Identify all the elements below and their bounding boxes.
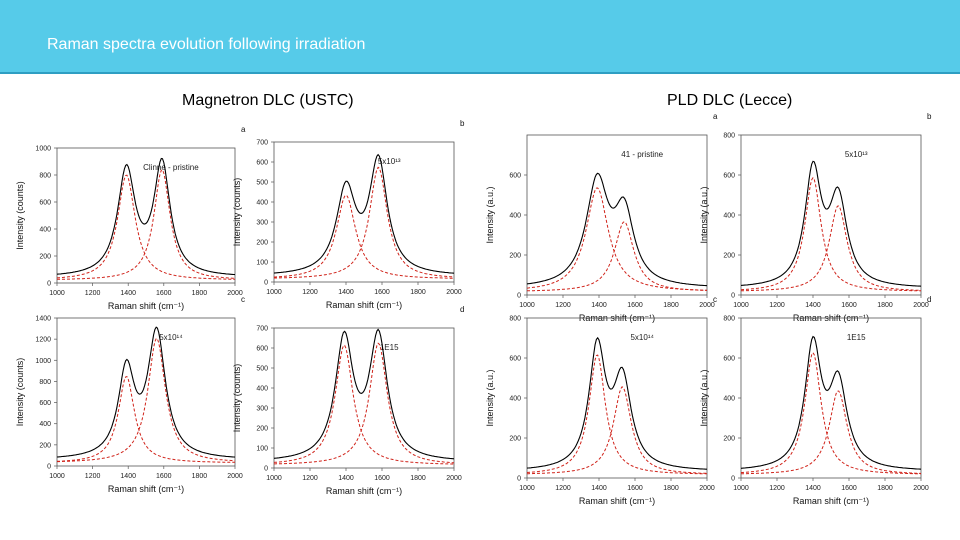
chart-5-panel-letter: a <box>713 112 718 121</box>
chart-2-x-tick-label: 1400 <box>338 289 354 296</box>
chart-4-y-tick-label: 500 <box>256 365 268 373</box>
chart-3-measured-spectrum <box>57 327 235 457</box>
chart-8-y-axis-label: Intensity (a.u.) <box>699 369 709 427</box>
chart-3-plot-frame <box>57 318 235 466</box>
chart-3-y-tick-label: 1400 <box>35 315 51 323</box>
chart-8-x-tick-label: 1200 <box>769 485 785 492</box>
chart-1-x-tick-label: 1200 <box>84 290 101 297</box>
chart-8-y-tick-label: 200 <box>723 435 735 443</box>
chart-1-x-tick-label: 2000 <box>227 290 243 297</box>
chart-2-fit-peak-1 <box>274 195 454 278</box>
chart-6-x-tick-label: 1200 <box>769 302 785 309</box>
chart-4-y-axis-label: Intensity (counts) <box>232 363 242 433</box>
chart-5-x-axis-label: Raman shift (cm⁻¹) <box>578 313 656 323</box>
chart-2-x-tick-label: 1200 <box>302 289 318 296</box>
chart-6-y-tick-label: 400 <box>723 212 735 220</box>
chart-6-annotation: 5x10¹³ <box>844 150 868 159</box>
chart-8-y-tick-label: 800 <box>723 315 735 323</box>
chart-8-fit-peak-2 <box>741 391 921 474</box>
chart-3-y-tick-label: 600 <box>39 400 51 408</box>
chart-7-fit-peak-2 <box>527 387 707 474</box>
chart-2-y-tick-label: 400 <box>256 199 268 207</box>
chart-2-x-axis-label: Raman shift (cm⁻¹) <box>325 300 403 310</box>
chart-7-annotation: 5x10¹⁴ <box>630 333 654 342</box>
chart-4-annotation: 1E15 <box>379 343 399 352</box>
chart-3-x-tick-label: 1000 <box>49 473 65 480</box>
chart-7-x-tick-label: 1800 <box>663 485 679 492</box>
chart-6-y-tick-label: 0 <box>731 292 735 300</box>
chart-5-y-tick-label: 400 <box>509 212 521 220</box>
chart-7-y-tick-label: 200 <box>509 435 521 443</box>
chart-8-fit-peak-1 <box>741 353 921 474</box>
chart-2-annotation: 5x10¹³ <box>377 157 401 166</box>
chart-5-y-axis-label: Intensity (a.u.) <box>485 186 495 244</box>
chart-2-y-tick-label: 0 <box>264 279 268 287</box>
chart-7-measured-spectrum <box>527 338 707 469</box>
chart-4-x-tick-label: 1200 <box>302 475 318 482</box>
chart-1-fit-peak-2 <box>57 170 235 279</box>
chart-1-fit-peak-1 <box>57 175 235 279</box>
chart-1-y-axis-label: Intensity (counts) <box>15 181 25 250</box>
chart-8-x-tick-label: 1000 <box>733 485 749 492</box>
chart-6-x-tick-label: 1600 <box>841 302 857 309</box>
chart-5-y-tick-label: 0 <box>517 292 521 300</box>
chart-2-fit-peak-2 <box>274 167 454 278</box>
chart-2-y-tick-label: 200 <box>256 239 268 247</box>
chart-4-x-tick-label: 2000 <box>446 475 462 482</box>
chart-4-y-tick-label: 400 <box>256 385 268 393</box>
chart-6-x-tick-label: 1800 <box>877 302 893 309</box>
chart-6-x-tick-label: 1000 <box>733 302 749 309</box>
chart-1-panel-letter: a <box>241 125 246 134</box>
chart-8-annotation: 1E15 <box>846 333 866 342</box>
chart-3-y-tick-label: 0 <box>47 463 51 471</box>
chart-7-fit-peak-1 <box>527 355 707 474</box>
chart-7-panel-letter: c <box>713 295 717 304</box>
chart-6-plot-frame <box>741 135 921 295</box>
chart-1-y-tick-label: 600 <box>39 199 51 207</box>
chart-1-annotation: Clinne - pristine <box>143 163 199 172</box>
chart-7-y-tick-label: 400 <box>509 395 521 403</box>
chart-7-y-tick-label: 600 <box>509 355 521 363</box>
chart-3-fit-peak-1 <box>57 377 235 463</box>
chart-4-fit-peak-2 <box>274 343 454 464</box>
right-column-heading: PLD DLC (Lecce) <box>667 92 793 109</box>
chart-4-x-tick-label: 1600 <box>374 475 390 482</box>
chart-2-y-tick-label: 500 <box>256 179 268 187</box>
chart-7-y-tick-label: 800 <box>509 315 521 323</box>
chart-1-y-tick-label: 800 <box>39 172 51 180</box>
chart-5-annotation: 41 - pristine <box>621 150 664 159</box>
chart-3-x-tick-label: 1800 <box>191 473 208 480</box>
chart-8-x-axis-label: Raman shift (cm⁻¹) <box>792 496 870 506</box>
chart-4-x-tick-label: 1400 <box>338 475 354 482</box>
chart-3-x-axis-label: Raman shift (cm⁻¹) <box>107 484 185 494</box>
chart-7-x-tick-label: 1000 <box>519 485 535 492</box>
chart-2-y-tick-label: 300 <box>256 219 268 227</box>
chart-3-x-tick-label: 1600 <box>156 473 172 480</box>
chart-7-y-axis-label: Intensity (a.u.) <box>485 369 495 427</box>
chart-7-x-tick-label: 1200 <box>555 485 571 492</box>
chart-5-fit-peak-2 <box>527 222 707 291</box>
chart-7-plot-frame <box>527 318 707 478</box>
chart-8-x-tick-label: 1400 <box>805 485 821 492</box>
chart-1-y-tick-label: 1000 <box>35 145 51 153</box>
chart-8-y-tick-label: 600 <box>723 355 735 363</box>
chart-4-y-tick-label: 0 <box>264 465 268 473</box>
chart-3-annotation: 5x10¹⁴ <box>159 333 183 342</box>
chart-7-x-axis-label: Raman shift (cm⁻¹) <box>578 496 656 506</box>
chart-1-x-axis-label: Raman shift (cm⁻¹) <box>107 301 185 311</box>
chart-3-x-tick-label: 2000 <box>227 473 243 480</box>
chart-2-panel-letter: b <box>460 119 465 128</box>
left-column-heading: Magnetron DLC (USTC) <box>182 92 354 109</box>
chart-3-fit-peak-2 <box>57 339 235 462</box>
chart-6-y-tick-label: 200 <box>723 252 735 260</box>
chart-3-x-tick-label: 1200 <box>84 473 101 480</box>
chart-1-y-tick-label: 200 <box>39 253 51 261</box>
chart-6-panel-letter: b <box>927 112 932 121</box>
chart-7-x-tick-label: 1400 <box>591 485 607 492</box>
chart-8-panel-letter: d <box>927 295 932 304</box>
chart-6-x-tick-label: 1400 <box>805 302 821 309</box>
chart-5-x-tick-label: 1200 <box>555 302 571 309</box>
chart-7-x-tick-label: 1600 <box>627 485 643 492</box>
chart-3-x-tick-label: 1400 <box>120 473 136 480</box>
chart-1-measured-spectrum <box>57 159 235 275</box>
chart-5-plot-frame <box>527 135 707 295</box>
chart-4-y-tick-label: 600 <box>256 345 268 353</box>
chart-4-x-axis-label: Raman shift (cm⁻¹) <box>325 486 403 496</box>
chart-1-y-tick-label: 0 <box>47 280 51 288</box>
chart-5-x-tick-label: 1600 <box>627 302 643 309</box>
chart-2-x-tick-label: 2000 <box>446 289 462 296</box>
chart-2-measured-spectrum <box>274 155 454 274</box>
chart-3-y-tick-label: 800 <box>39 378 51 386</box>
chart-8-measured-spectrum <box>741 337 921 470</box>
slide-title: Raman spectra evolution following irradiation <box>47 36 366 53</box>
chart-1-x-tick-label: 1000 <box>49 290 65 297</box>
chart-4-y-tick-label: 200 <box>256 425 268 433</box>
chart-6-x-axis-label: Raman shift (cm⁻¹) <box>792 313 870 323</box>
chart-1-y-tick-label: 400 <box>39 226 51 234</box>
chart-5-x-tick-label: 1400 <box>591 302 607 309</box>
chart-4-y-tick-label: 100 <box>256 445 268 453</box>
chart-4-plot-frame <box>274 328 454 468</box>
chart-4-y-tick-label: 300 <box>256 405 268 413</box>
chart-3-panel-letter: c <box>241 295 245 304</box>
chart-4-y-tick-label: 700 <box>256 325 268 333</box>
chart-6-fit-peak-2 <box>741 206 921 291</box>
chart-4-panel-letter: d <box>460 305 465 314</box>
chart-2-x-tick-label: 1600 <box>374 289 390 296</box>
chart-6-y-tick-label: 600 <box>723 172 735 180</box>
chart-5-x-tick-label: 1000 <box>519 302 535 309</box>
chart-5-measured-spectrum <box>527 173 707 285</box>
chart-7-x-tick-label: 2000 <box>699 485 715 492</box>
chart-3-y-tick-label: 200 <box>39 442 51 450</box>
chart-4-x-tick-label: 1800 <box>410 475 426 482</box>
chart-2-y-tick-label: 700 <box>256 139 268 147</box>
chart-6-y-tick-label: 800 <box>723 132 735 140</box>
chart-5-y-tick-label: 200 <box>509 252 521 260</box>
chart-5-x-tick-label: 2000 <box>699 302 715 309</box>
chart-6-measured-spectrum <box>741 161 921 286</box>
chart-3-y-tick-label: 1200 <box>35 336 51 344</box>
chart-1-x-tick-label: 1400 <box>120 290 136 297</box>
chart-2-y-axis-label: Intensity (counts) <box>232 177 242 247</box>
chart-8-x-tick-label: 1800 <box>877 485 893 492</box>
chart-5-x-tick-label: 1800 <box>663 302 679 309</box>
chart-1-x-tick-label: 1600 <box>156 290 172 297</box>
chart-8-x-tick-label: 2000 <box>913 485 929 492</box>
chart-2-y-tick-label: 600 <box>256 159 268 167</box>
chart-8-x-tick-label: 1600 <box>841 485 857 492</box>
chart-8-plot-frame <box>741 318 921 478</box>
chart-7-y-tick-label: 0 <box>517 475 521 483</box>
chart-8-y-tick-label: 0 <box>731 475 735 483</box>
chart-2-x-tick-label: 1000 <box>266 289 282 296</box>
chart-8-y-tick-label: 400 <box>723 395 735 403</box>
chart-3-y-tick-label: 1000 <box>35 357 51 365</box>
chart-3-y-axis-label: Intensity (counts) <box>15 357 25 427</box>
chart-6-x-tick-label: 2000 <box>913 302 929 309</box>
chart-6-y-axis-label: Intensity (a.u.) <box>699 186 709 244</box>
chart-5-y-tick-label: 600 <box>509 172 521 180</box>
chart-3-y-tick-label: 400 <box>39 421 51 429</box>
chart-2-y-tick-label: 100 <box>256 259 268 267</box>
chart-4-measured-spectrum <box>274 329 454 458</box>
chart-1-x-tick-label: 1800 <box>191 290 208 297</box>
chart-5-fit-peak-1 <box>527 188 707 290</box>
chart-2-x-tick-label: 1800 <box>410 289 426 296</box>
chart-4-fit-peak-1 <box>274 346 454 465</box>
chart-4-x-tick-label: 1000 <box>266 475 282 482</box>
